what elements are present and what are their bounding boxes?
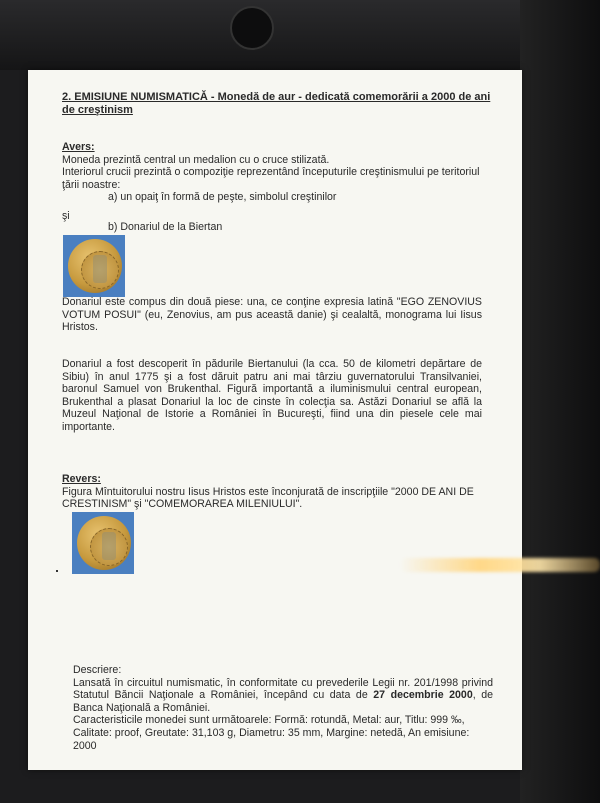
descriere-text-1: Lansată în circuitul numismatic, în conformitate cu prevederile Legii nr. 201/1998 privind Statutul Băncii Naţionale a României, începând cu data de 27 decembrie 2000, de Banca Naţională a României. — [73, 676, 493, 714]
donariul-paragraph-1: Donariul este compus din două piese: una, ce conţine expresia latină "EGO ZENOVIUS VOTUM POSUI" (eu, Zenovius, am pus această danie) şi cealaltă, monograma lui Iisus Hristos. — [62, 296, 482, 334]
document-page — [28, 70, 522, 770]
descriere-heading: Descriere: — [73, 664, 122, 676]
avers-line-1: Moneda prezintă central un medalion cu o cruce stilizată. — [62, 153, 330, 166]
revers-section — [62, 473, 482, 511]
revers-text: Figura Mîntuitorului nostru Iisus Hristos este înconjurată de inscripţiile "2000 DE ANI DE CRESTINISM" şi "COMEMORAREA MILENIULUI". — [62, 485, 474, 511]
avers-conjunction: şi — [62, 210, 70, 222]
descriere-text-2: Caracteristicile monedei sunt următoarele: Formă: rotundă, Metal: aur, Titlu: 999 ‰, Calitate: proof, Greutate: 31,103 g, Diametru: 35 mm, Margine: netedă, An emisiune: 2000 — [73, 714, 470, 752]
light-reflection — [400, 558, 600, 572]
tablet-top-bezel — [0, 0, 600, 70]
emission-date: 27 decembrie 2000 — [373, 689, 473, 702]
avers-item-a: a) un opaiţ în formă de peşte, simbolul creştinilor — [108, 191, 337, 204]
page-title: 2. EMISIUNE NUMISMATICĂ - Monedă de aur - dedicată comemorării a 2000 de ani de creştinism — [62, 91, 491, 116]
avers-section — [62, 141, 482, 204]
stray-mark — [56, 570, 58, 572]
avers-line-2: Interiorul crucii prezintă o compoziţie reprezentând începuturile creştinismului pe teritoriul ţării noastre: — [62, 166, 480, 191]
revers-coin-image — [72, 512, 134, 574]
donariul-paragraph-2: Donariul a fost descoperit în pădurile Biertanului (la cca. 50 de kilometri depărtare de Sibiu) în anul 1775 şi a fost dăruit patru ani mai târziu guvernatorului Transilvaniei, baronul Samuel von Brukenthal. Figură importantă a iluminismului central european, Brukenthal a plasat Donariul la loc de cinste în colecţia sa. Astăzi Donariul se află la Muzeul Naţional de Istorie a României în Bucureşti, fiind una din piesele cele mai importante. — [62, 358, 482, 433]
avers-item-b: b) Donariul de la Biertan — [108, 221, 223, 233]
camera-icon — [230, 6, 274, 50]
avers-coin-image — [63, 235, 125, 297]
descriere-section — [73, 664, 493, 752]
tablet-right-bezel — [520, 0, 600, 803]
avers-heading: Avers: — [62, 141, 95, 153]
revers-heading: Revers: — [62, 473, 101, 485]
